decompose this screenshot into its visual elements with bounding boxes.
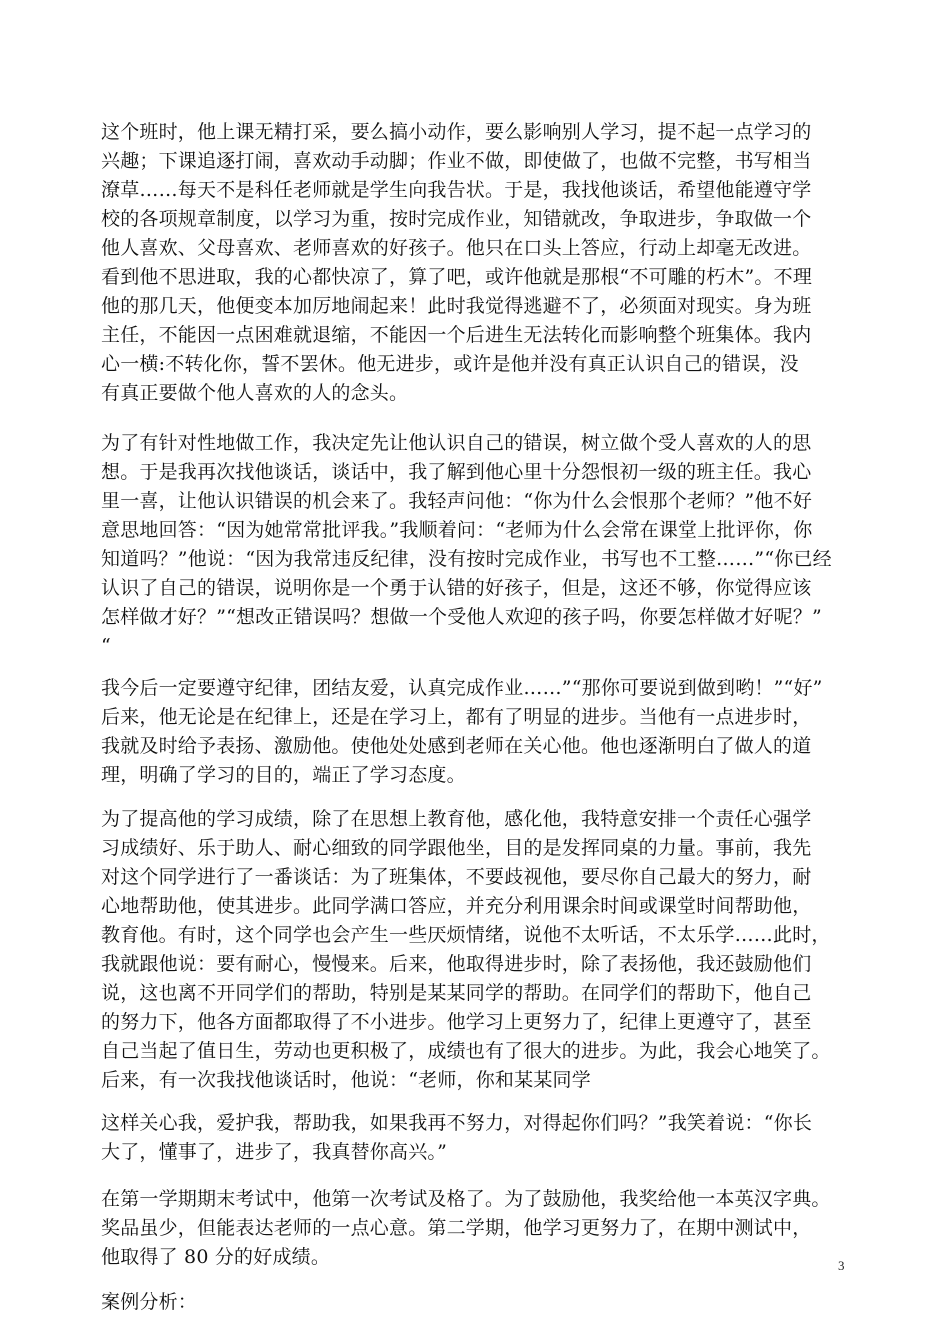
text-line: 我今后一定要遵守纪律，团结友爱，认真完成作业……”“那你可要说到做到哟！”“好” [101,677,823,699]
text-line: 在第一学期期末考试中，他第一次考试及格了。为了鼓励他，我奖给他一本英汉字典。 [101,1188,831,1210]
text-line: 他人喜欢、父母喜欢、老师喜欢的好孩子。他只在口头上答应，行动上却毫无改进。 [101,237,812,259]
text-line: 说，这也离不开同学们的帮助，特别是某某同学的帮助。在同学们的帮助下，他自己 [101,982,812,1004]
text-line: 为了提高他的学习成绩，除了在思想上教育他，感化他，我特意安排一个责任心强学 [101,808,812,830]
paragraph-3 [101,674,871,790]
text-line: 教育他。有时，这个同学也会产生一些厌烦情绪，说他不太听话，不太乐学……此时， [101,924,831,946]
text-line: 他的那几天，他便变本加厉地闹起来！此时我觉得逃避不了，必须面对现实。身为班 [101,295,812,317]
text-line: 自己当起了值日生，劳动也更积极了，成绩也有了很大的进步。为此，我会心地笑了。 [101,1040,831,1062]
text-line: 心一横:不转化你，誓不罢休。他无进步，或许是他并没有真正认识自己的错误，没 [101,353,799,375]
text-line: 后来，他无论是在纪律上，还是在学习上，都有了明显的进步。当他有一点进步时， [101,706,812,728]
section-heading-case-analysis [101,1288,871,1317]
text-line: 怎样做才好？”“想改正错误吗？想做一个受他人欢迎的孩子吗，你要怎样做才好呢？” [101,606,822,628]
text-line: 后来，有一次我找他谈话时，他说：“老师，你和某某同学 [101,1069,591,1091]
text-line: 认识了自己的错误，说明你是一个勇于认错的好孩子，但是，这还不够，你觉得应该 [101,577,812,599]
text-line: “ [101,635,111,657]
text-line: 大了，懂事了，进步了，我真替你高兴。” [101,1141,448,1163]
text-line: 的努力下，他各方面都取得了不小进步。他学习上更努力了，纪律上更遵守了，甚至 [101,1011,812,1033]
text-line: 为了有针对性地做工作，我决定先让他认识自己的错误，树立做个受人喜欢的人的思 [101,432,812,454]
paragraph-1 [101,118,871,408]
text-line: 案例分析： [101,1291,198,1313]
text-line: 理，明确了学习的目的，端正了学习态度。 [101,764,466,786]
text-line: 这个班时，他上课无精打采，要么搞小动作，要么影响别人学习，提不起一点学习的 [101,121,812,143]
text-line: 校的各项规章制度，以学习为重，按时完成作业，知错就改，争取进步，争取做一个 [101,208,812,230]
text-line: 意思地回答：“因为她常常批评我。”我顺着问：“老师为什么会常在课堂上批评你，你 [101,519,813,541]
paragraph-5 [101,1109,871,1167]
page-number: 3 [838,1258,845,1273]
text-line: 这样关心我，爱护我，帮助我，如果我再不努力，对得起你们吗？”我笑着说：“你长 [101,1112,813,1134]
text-line: 里一喜，让他认识错误的机会来了。我轻声问他：“你为什么会恨那个老师？”他不好 [101,490,813,512]
text-line: 兴趣；下课追逐打闹，喜欢动手动脚；作业不做，即使做了，也做不完整，书写相当 [101,150,812,172]
paragraph-2 [101,429,871,661]
text-line: 对这个同学进行了一番谈话：为了班集体，不要歧视他，要尽你自己最大的努力，耐 [101,866,812,888]
text-line: 我就跟他说：要有耐心，慢慢来。后来，他取得进步时，除了表扬他，我还鼓励他们 [101,953,812,975]
paragraph-6 [101,1185,871,1272]
text-line: 有真正要做个他人喜欢的人的念头。 [101,382,409,404]
text-line: 他取得了 80 分的好成绩。 [101,1246,331,1268]
text-line: 主任，不能因一点困难就退缩，不能因一个后进生无法转化而影响整个班集体。我内 [101,324,812,346]
text-line: 潦草……每天不是科任老师就是学生向我告状。于是，我找他谈话，希望他能遵守学 [101,179,812,201]
text-line: 习成绩好、乐于助人、耐心细致的同学跟他坐，目的是发挥同桌的力量。事前，我先 [101,837,812,859]
document-body [101,118,871,1317]
text-line: 知道吗？”他说：“因为我常违反纪律，没有按时完成作业，书写也不工整……”“你已经 [101,548,832,570]
text-line: 看到他不思进取，我的心都快凉了，算了吧，或许他就是那根“不可雕的朽木”。不理 [101,266,813,288]
text-line: 奖品虽少，但能表达老师的一点心意。第二学期，他学习更努力了，在期中测试中， [101,1217,812,1239]
text-line: 心地帮助他，使其进步。此同学满口答应，并充分利用课余时间或课堂时间帮助他， [101,895,812,917]
paragraph-4 [101,805,871,1095]
text-line: 想。于是我再次找他谈话，谈话中，我了解到他心里十分怨恨初一级的班主任。我心 [101,461,812,483]
text-line: 我就及时给予表扬、激励他。使他处处感到老师在关心他。他也逐渐明白了做人的道 [101,735,812,757]
